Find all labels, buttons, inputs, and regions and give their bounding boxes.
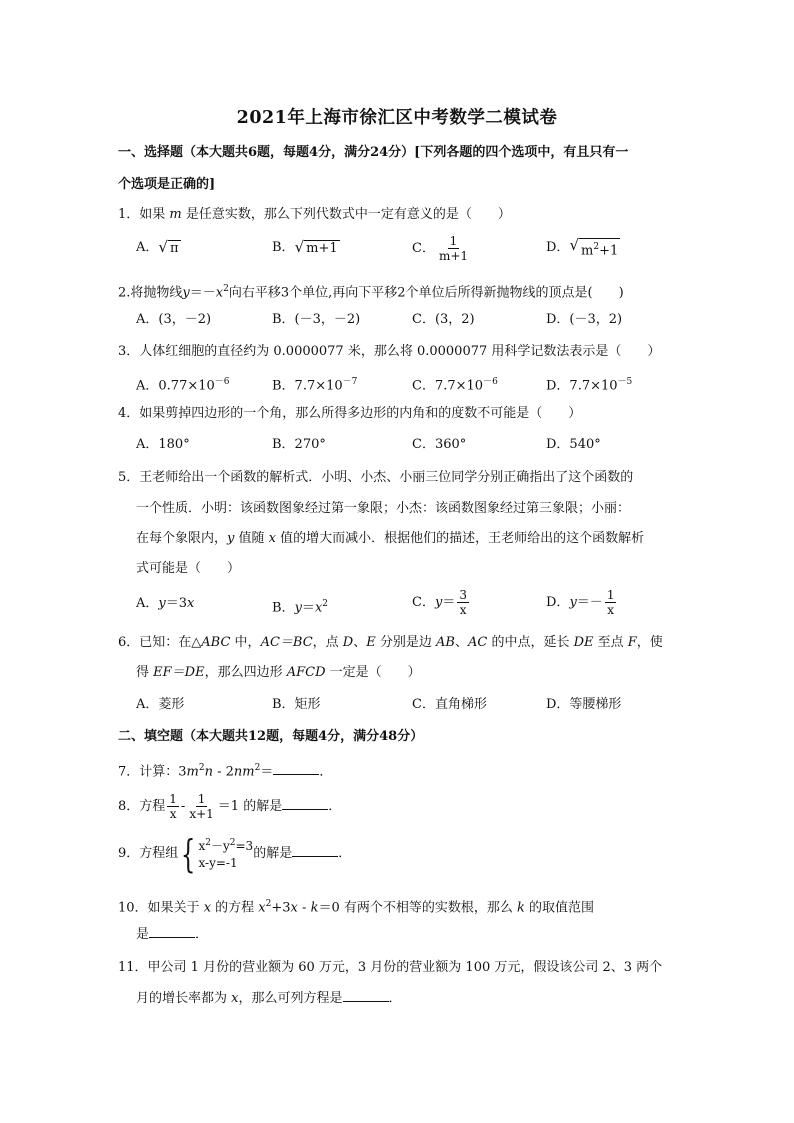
q6-acbc: AC＝BC <box>260 635 313 650</box>
q10-x: x <box>203 900 212 916</box>
q6-d: D <box>342 635 354 650</box>
question-3: 3．人体红细胞的直径约为 0.0000077 米，那么将 0.0000077 用科学记数法表示是（ ） <box>118 344 661 359</box>
q1-d-exp: 2 <box>593 242 600 252</box>
q7-n: n <box>204 764 213 780</box>
answer-blank <box>273 761 319 775</box>
fraction <box>437 234 470 263</box>
q11-x: x <box>231 991 239 1006</box>
q1-c-num: 1 <box>449 234 458 248</box>
answer-blank <box>343 988 389 1002</box>
q6-2b: ，那么四边形 <box>204 665 287 680</box>
q6-option-d: D．等腰梯形 <box>546 697 622 712</box>
q5-b-eq: ＝ <box>301 600 315 616</box>
q10-k: k <box>310 900 319 916</box>
q6-afcd: AFCD <box>286 665 326 680</box>
q1-option-d <box>546 236 620 259</box>
question-11-line1: 11．甲公司 1 月份的营业额为 60 万元，3 月份的营业额为 100 万元，假设该公司 2、3 两个 <box>118 960 663 975</box>
question-4: 4．如果剪掉四边形的一个角，那么所得多边形的内角和的度数不可能是（ ） <box>118 406 582 421</box>
q5-c-y: y <box>434 595 443 610</box>
q2-option-a: A．(3，－2) <box>136 312 212 327</box>
q2-y: y <box>182 285 190 301</box>
q9-end: ． <box>338 846 352 861</box>
q5-l3c: 值的增大而减小．根据他们的描述，王老师给出的这个函数解析 <box>275 531 645 546</box>
q10-x3: x <box>290 900 298 916</box>
q3-c: C．7.7×10 <box>412 378 484 394</box>
answer-blank <box>282 796 328 810</box>
q6-2a: 得 <box>136 665 154 680</box>
q5-option-b <box>272 594 328 618</box>
q8-b: ＝1 的解是 <box>217 799 283 814</box>
q11-end: ． <box>388 991 402 1006</box>
fraction <box>605 588 617 617</box>
q1-a-rad: π <box>169 241 179 256</box>
answer-blank <box>149 924 195 938</box>
section1-heading: 一、选择题（本大题共6题，每题4分，满分24分）[下列各题的四个选项中，有且只有一 <box>118 145 629 160</box>
q5-option-a <box>136 594 194 614</box>
q1-var: m <box>169 207 182 222</box>
q6-ac: AC <box>467 635 488 650</box>
question-5-line4: 式可能是（ ） <box>136 561 241 576</box>
q10-a: 10．如果关于 <box>118 900 204 916</box>
q6-h: 至点 <box>593 635 628 650</box>
q7-end: ． <box>319 764 333 780</box>
q10-e2: ＝0 有两个不相等的实数根，那么 <box>318 900 517 916</box>
q6-g: 的中点，延长 <box>487 635 574 650</box>
q3-c-exp: －6 <box>483 377 498 387</box>
q9-r1e2: 2 <box>229 838 236 848</box>
q1-d-label: D． <box>546 240 570 256</box>
q5-c-den: x <box>459 603 467 617</box>
q1-b-label: B． <box>272 240 295 255</box>
question-8 <box>118 790 680 824</box>
q5-y: y <box>227 531 235 546</box>
q7-e1: 2 <box>198 763 205 773</box>
q9-r1: x <box>198 839 206 853</box>
sqrt-sign: √ m+1 <box>294 238 338 256</box>
q6-c: ，点 <box>312 635 343 650</box>
q4-option-d: D．540° <box>546 437 601 452</box>
fraction <box>187 792 215 821</box>
q7-m: m <box>186 764 199 780</box>
q3-option-b <box>272 372 357 396</box>
q6-de: DE <box>573 635 594 650</box>
q8-minus: - <box>180 799 186 814</box>
q3-option-d <box>546 372 632 396</box>
q8-a: 8．方程 <box>118 799 166 814</box>
question-11-line2 <box>136 988 676 1010</box>
q5-c-pre: C． <box>412 595 435 610</box>
q4-option-b: B．270° <box>272 437 326 452</box>
sqrt-sign: √ $m^2+1$ <box>569 236 619 259</box>
q6-e: E <box>366 635 376 650</box>
q5-x: x <box>268 531 276 546</box>
q9-a: 9．方程组 <box>118 846 179 861</box>
equation-system <box>198 835 253 872</box>
q7-e2: 2 <box>254 763 261 773</box>
q9-b: 的解是 <box>253 846 293 861</box>
q5-c-num: 3 <box>459 588 467 602</box>
q5-b-x: x <box>314 600 323 616</box>
q3-b: B．7.7×10 <box>272 378 343 394</box>
q9-r1e: 2 <box>205 838 211 848</box>
q3-a: A．0.77×10 <box>136 378 215 394</box>
q5-d-den: x <box>607 603 615 617</box>
q10-c: +3 <box>271 900 291 916</box>
q1-option-b <box>272 238 340 258</box>
question-6-line1 <box>118 632 680 654</box>
q11-a: 月的增长率都为 <box>136 991 232 1006</box>
q6-option-a: A．菱形 <box>136 697 185 712</box>
q8-f1d: x <box>169 807 177 821</box>
q7-c: ＝ <box>260 764 274 780</box>
q1-d-base: m <box>581 243 594 259</box>
q8-f1n: 1 <box>169 792 177 806</box>
q1-d-tail: +1 <box>599 243 619 259</box>
q3-d-exp: －5 <box>617 377 633 387</box>
brace-icon: { <box>181 831 196 876</box>
q2-option-d: D．(－3，2) <box>546 312 623 327</box>
sqrt-sign: √ π <box>158 238 179 256</box>
q3-b-exp: －7 <box>342 377 358 387</box>
q10-k2: k <box>517 900 525 916</box>
q6-ab: AB <box>436 635 455 650</box>
q10-e: 2 <box>265 899 272 909</box>
q5-d-pre: D． <box>546 595 570 610</box>
q7-b: - 2 <box>212 764 234 780</box>
q10-x2: x <box>258 900 266 916</box>
q2-stem-b: 向右平移3个单位,再向下平移2个单位后所得新抛物线的顶点是( ) <box>228 285 624 301</box>
q2-option-c: C．(3，2) <box>412 312 475 327</box>
q7-n2: n <box>233 764 243 780</box>
q6-b: 中， <box>230 635 261 650</box>
q5-c-eq: ＝ <box>442 595 456 610</box>
q1-stem: 1．如果 <box>118 207 170 222</box>
q2-exp: 2 <box>223 284 229 294</box>
q5-a-pre: A． <box>136 596 159 611</box>
q6-a: 6．已知：在△ <box>118 635 202 650</box>
q3-d: D．7.7×10 <box>546 378 618 394</box>
question-10-line1 <box>118 893 680 919</box>
q3-a-exp: －6 <box>214 377 230 387</box>
q6-efde: EF＝DE <box>153 665 205 680</box>
q5-d-eq: ＝－ <box>576 595 603 610</box>
q2-stem: 2.将抛物线 <box>118 285 183 301</box>
q8-f2n: 1 <box>197 792 206 806</box>
q1-stem-b: 是任意实数，那么下列代数式中一定有意义的是（ ） <box>181 207 511 222</box>
q6-esep: 分别是边 <box>375 635 436 650</box>
question-1 <box>118 204 680 226</box>
q5-d-num: 1 <box>606 588 615 602</box>
q10-b: 的方程 <box>211 900 259 916</box>
q5-l3b: 值随 <box>234 531 269 546</box>
q11-b: ，那么可列方程是 <box>238 991 343 1006</box>
q7-a: 7．计算：3 <box>118 764 187 780</box>
q5-option-d <box>546 588 618 617</box>
fraction <box>167 792 179 821</box>
q9-r2: x-y=-1 <box>198 856 238 870</box>
q10-end: ． <box>195 927 209 942</box>
q5-option-c <box>412 588 471 617</box>
q7-m2: m <box>242 764 255 780</box>
q5-d-y: y <box>569 595 577 610</box>
answer-blank <box>292 843 338 857</box>
question-9 <box>118 831 680 876</box>
q3-option-c <box>412 372 498 396</box>
q6-abc: ABC <box>201 635 231 650</box>
q1-b-rad: m+1 <box>306 241 338 256</box>
q5-b-pre: B． <box>272 600 295 616</box>
section2-heading: 二、填空题（本大题共12题，每题4分，满分48分） <box>118 729 424 744</box>
q2-x: x <box>215 285 224 301</box>
section1-heading-cont: 个选项是正确的] <box>118 177 216 192</box>
q3-option-a <box>136 372 230 396</box>
q1-option-c <box>412 234 472 263</box>
q2-eq: ＝－ <box>189 285 216 301</box>
q2-option-b: B．(－3，－2) <box>272 312 361 327</box>
question-2 <box>118 278 680 304</box>
q4-option-c: C．360° <box>412 437 467 452</box>
q8-f2d: x+1 <box>189 807 214 821</box>
question-6-line2 <box>136 662 676 684</box>
q9-r1c: =3 <box>235 839 254 853</box>
q9-r1b: －y <box>210 839 230 853</box>
q6-option-c: C．直角梯形 <box>412 697 487 712</box>
question-10-line2 <box>136 924 676 946</box>
q6-option-b: B．矩形 <box>272 697 321 712</box>
q1-c-label: C． <box>412 241 435 256</box>
question-5-line1: 5．王老师给出一个函数的解析式．小明、小杰、小丽三位同学分别正确指出了这个函数的 <box>118 470 634 485</box>
question-5-line2: 一个性质．小明：该函数图象经过第一象限；小杰：该函数图象经过第三象限；小丽： <box>136 501 631 516</box>
q10-l2: 是 <box>136 927 150 942</box>
q1-option-a <box>136 238 181 258</box>
q6-i: ，使 <box>636 635 663 650</box>
q5-b-exp: 2 <box>322 599 329 609</box>
q1-c-den: m+1 <box>438 249 469 263</box>
q5-a-y: y <box>158 596 166 611</box>
q5-b-y: y <box>294 600 302 616</box>
q1-a-label: A． <box>136 240 159 255</box>
q5-a-eq: ＝3 <box>165 596 188 611</box>
question-7 <box>118 757 680 783</box>
q8-end: ． <box>328 799 342 814</box>
fraction <box>457 588 469 617</box>
q10-f: 的取值范围 <box>524 900 595 916</box>
q6-fsep: 、 <box>454 635 468 650</box>
q10-d: - <box>297 900 311 916</box>
q6-2c: 一定是（ ） <box>325 665 421 680</box>
q5-l3a: 在每个象限内， <box>136 531 228 546</box>
page-title: 2021年上海市徐汇区中考数学二模试卷 <box>236 108 558 128</box>
q4-option-a: A．180° <box>136 437 190 452</box>
q6-f: F <box>627 635 637 650</box>
q6-dsep: 、 <box>353 635 367 650</box>
q5-a-x: x <box>187 596 195 611</box>
question-5-line3 <box>136 528 676 550</box>
